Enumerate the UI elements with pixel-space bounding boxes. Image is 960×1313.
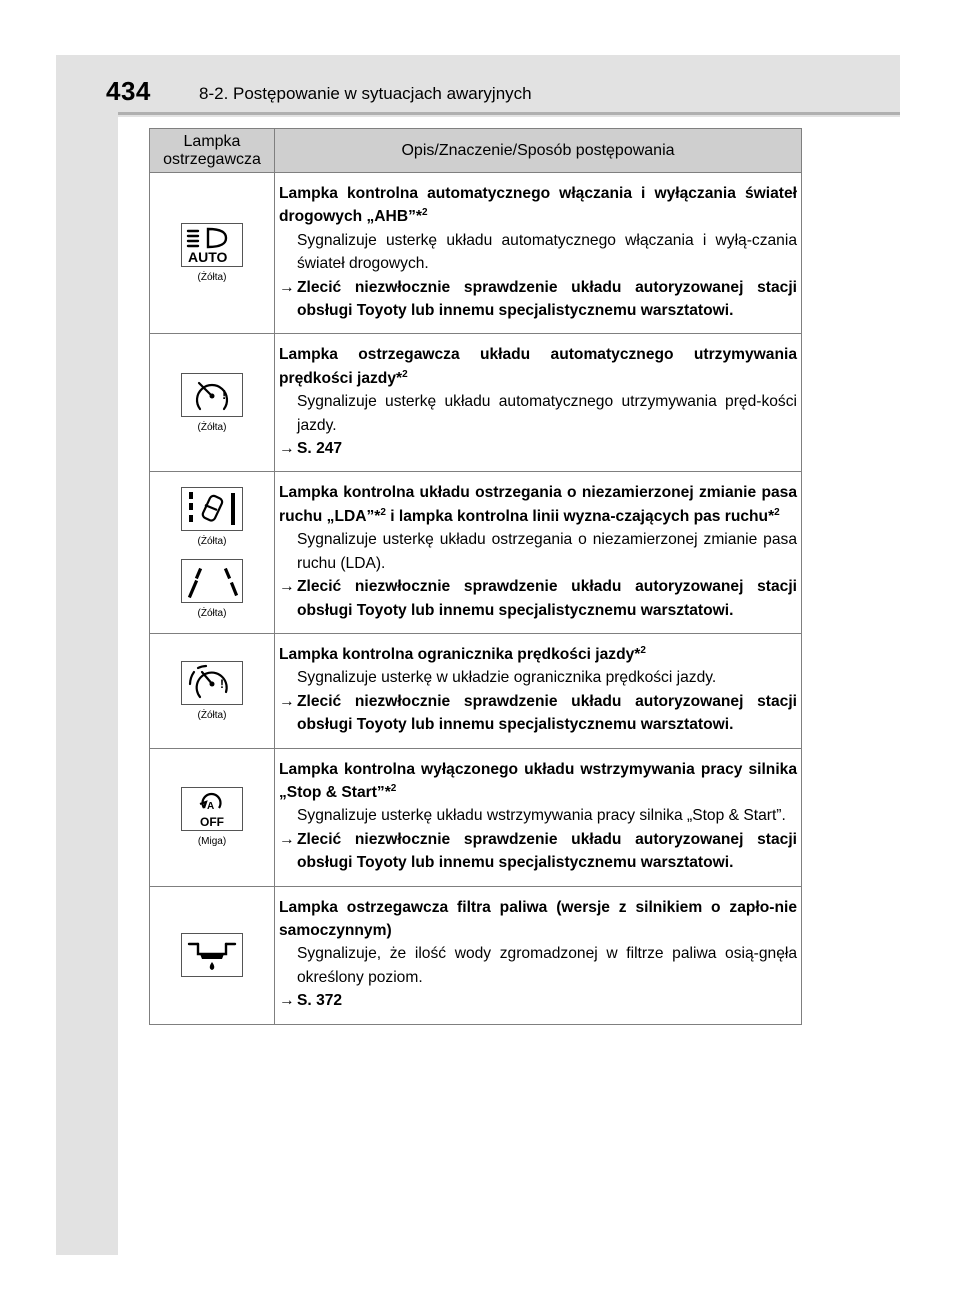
lamp-title-text: Lampka kontrolna automatycznego włączania i wyłączania świateł drogowych „AHB”* bbox=[279, 185, 797, 226]
table-header-row bbox=[150, 129, 802, 173]
warning-lights-table bbox=[149, 128, 802, 1025]
lamp-description: Sygnalizuje, że ilość wody zgromadzonej w filtrze paliwa osią-gnęła określony poziom. bbox=[297, 945, 797, 986]
stop-start-off-icon bbox=[181, 787, 243, 831]
lamp-description: Sygnalizuje usterkę układu automatycznego włączania i wyłą-czania świateł drogowych. bbox=[297, 231, 797, 273]
stop-start-letter: A bbox=[207, 801, 215, 813]
stop-start-off-label: OFF bbox=[200, 815, 224, 830]
lamp-color-caption: (Żółta) bbox=[197, 421, 227, 433]
footnote-marker: 2 bbox=[640, 644, 646, 656]
arrow-icon: → bbox=[279, 830, 295, 848]
lamp-title-text: Lampka kontrolna układu ostrzegania o niezamierzonej zmianie pasa ruchu „LDA”* bbox=[279, 484, 797, 525]
description-cell bbox=[275, 886, 802, 1024]
description-cell bbox=[275, 633, 802, 748]
table-row bbox=[150, 173, 802, 334]
lamp-description: Sygnalizuje usterkę układu wstrzymywania pracy silnika „Stop & Start”. bbox=[297, 807, 786, 825]
description-cell bbox=[275, 173, 802, 334]
side-margin-band bbox=[56, 55, 118, 1255]
table-row bbox=[150, 633, 802, 748]
footnote-marker: 2 bbox=[774, 506, 780, 518]
lamp-action bbox=[279, 276, 797, 323]
section-title: 8-2. Postępowanie w sytuacjach awaryjnych bbox=[199, 84, 532, 103]
table-row bbox=[150, 472, 802, 633]
arrow-icon: → bbox=[279, 578, 295, 596]
lamp-title bbox=[279, 758, 797, 805]
lamp-description: Sygnalizuje usterkę w układzie ogranicznika prędkości jazdy. bbox=[297, 669, 717, 687]
ahb-auto-label: AUTO bbox=[188, 249, 228, 266]
lamp-icon-group bbox=[150, 933, 274, 977]
svg-text:!: ! bbox=[222, 386, 227, 402]
lda-lane-departure-icon bbox=[181, 487, 243, 531]
lamp-icon-group bbox=[150, 223, 274, 283]
lamp-title bbox=[279, 643, 797, 666]
lamp-description: Sygnalizuje usterkę układu ostrzegania o niezamierzonej zmianie pasa ruchu (LDA). bbox=[297, 531, 797, 572]
lamp-title bbox=[279, 182, 797, 229]
table-row bbox=[150, 334, 802, 472]
lamp-action-text: S. 247 bbox=[297, 440, 343, 458]
lamp-action bbox=[279, 828, 797, 875]
lamp-color-caption: (Żółta) bbox=[197, 709, 227, 721]
lamp-icon-group bbox=[150, 661, 274, 721]
lamp-title-text: Lampka kontrolna ogranicznika prędkości jazdy* bbox=[279, 645, 641, 663]
lamp-cell bbox=[150, 633, 275, 748]
speed-limiter-icon bbox=[181, 661, 243, 705]
lamp-cell bbox=[150, 334, 275, 472]
lane-lines-icon bbox=[181, 559, 243, 603]
arrow-icon: → bbox=[279, 992, 295, 1010]
arrow-icon: → bbox=[279, 278, 295, 296]
lamp-description: Sygnalizuje usterkę układu automatycznego utrzymywania pręd-kości jazdy. bbox=[297, 393, 797, 434]
lamp-action bbox=[279, 989, 797, 1012]
arrow-icon: → bbox=[279, 440, 295, 458]
description-cell bbox=[275, 472, 802, 633]
lamp-cell bbox=[150, 886, 275, 1024]
lamp-icon-group bbox=[150, 559, 274, 619]
lamp-title-text: Lampka ostrzegawcza układu automatycznego utrzymywania prędkości jazdy* bbox=[279, 346, 797, 387]
lamp-action-text: Zlecić niezwłocznie sprawdzenie układu autoryzowanej stacji obsługi Toyoty lub innemu specjalistycznemu warsztatowi. bbox=[297, 578, 797, 619]
lamp-title bbox=[279, 481, 797, 528]
svg-text:!: ! bbox=[220, 676, 224, 691]
lamp-icon-group bbox=[150, 487, 274, 547]
lamp-color-caption: (Żółta) bbox=[197, 272, 227, 284]
table-row bbox=[150, 886, 802, 1024]
footnote-marker: 2 bbox=[390, 782, 397, 794]
page-number: 434 bbox=[106, 76, 151, 106]
lamp-title bbox=[279, 343, 797, 390]
lamp-action-text: Zlecić niezwłocznie sprawdzenie układu autoryzowanej stacji obsługi Toyoty lub innemu specjalistycznemu warsztatowi. bbox=[297, 692, 797, 734]
lamp-action-text: Zlecić niezwłocznie sprawdzenie układu autoryzowanej stacji obsługi Toyoty lub innemu specjalistycznemu warsztatowi. bbox=[297, 278, 797, 320]
lamp-title-text: Lampka kontrolna wyłączonego układu wstrzymywania pracy silnika „Stop & Start”* bbox=[279, 760, 797, 801]
cruise-control-warning-icon bbox=[181, 373, 243, 417]
ahb-auto-icon bbox=[181, 223, 243, 267]
lamp-cell bbox=[150, 472, 275, 633]
fuel-filter-water-icon bbox=[181, 933, 243, 977]
table-row bbox=[150, 748, 802, 886]
lamp-action bbox=[279, 575, 797, 622]
lamp-title-text-continued: i lampka kontrolna linii wyzna-czających pas ruchu* bbox=[385, 507, 775, 525]
lamp-action bbox=[279, 690, 797, 737]
footnote-marker: 2 bbox=[380, 506, 386, 518]
lamp-color-caption: (Żółta) bbox=[197, 535, 227, 547]
lamp-action-text: Zlecić niezwłocznie sprawdzenie układu autoryzowanej stacji obsługi Toyoty lub innemu specjalistycznemu warsztatowi. bbox=[297, 830, 797, 872]
lamp-cell bbox=[150, 748, 275, 886]
lamp-icon-group bbox=[150, 787, 274, 847]
lamp-color-caption: (Żółta) bbox=[197, 607, 227, 619]
arrow-icon: → bbox=[279, 692, 295, 710]
header-divider bbox=[118, 112, 900, 115]
column-header-description: Opis/Znaczenie/Sposób postępowania bbox=[275, 129, 802, 173]
column-header-lamp bbox=[150, 129, 275, 173]
lamp-action-text: S. 372 bbox=[297, 992, 343, 1010]
lamp-title-text: Lampka ostrzegawcza filtra paliwa (wersje z silnikiem o zapło-nie samoczynnym) bbox=[279, 898, 797, 939]
footnote-marker: 2 bbox=[402, 368, 408, 380]
lamp-title bbox=[279, 896, 797, 943]
lamp-icon-group bbox=[150, 373, 274, 433]
description-cell bbox=[275, 334, 802, 472]
description-cell bbox=[275, 748, 802, 886]
lamp-cell bbox=[150, 173, 275, 334]
lamp-action bbox=[279, 437, 797, 460]
footnote-marker: 2 bbox=[421, 207, 428, 219]
lamp-color-caption: (Miga) bbox=[197, 836, 227, 848]
column-header-lamp-text: Lampka ostrzegawcza bbox=[163, 132, 261, 168]
